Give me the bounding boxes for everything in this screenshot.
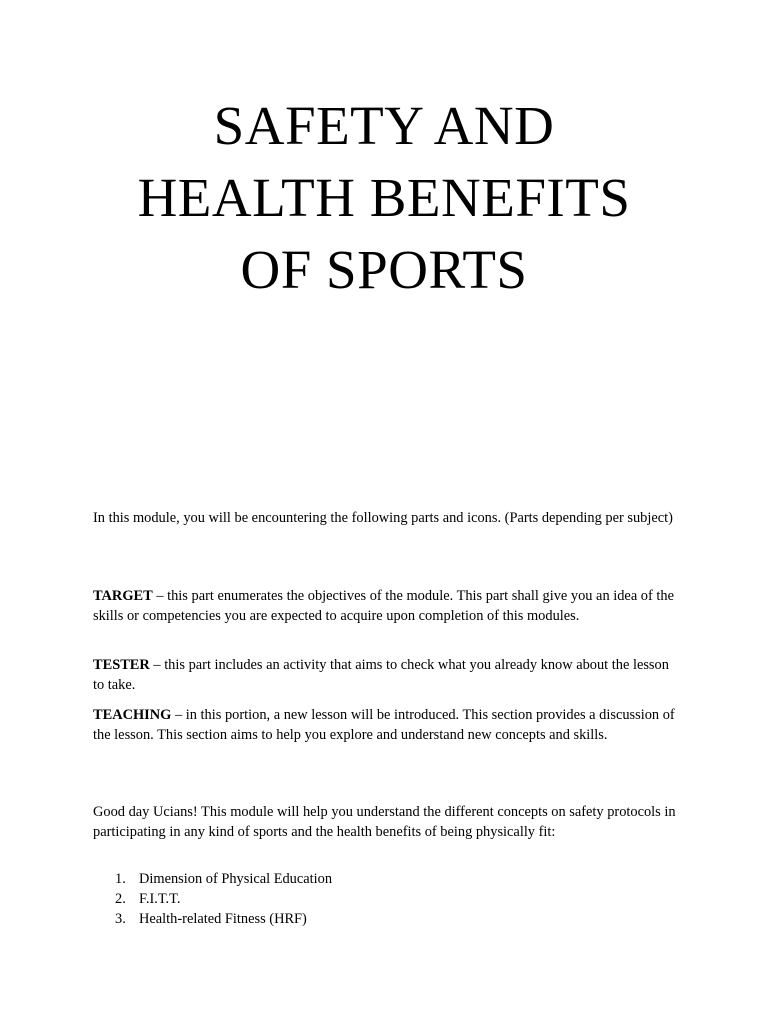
section-description: – in this portion, a new lesson will be introduced. This section provides a discussion of the lesson. This section aims to help you explore and understand new concepts and skills. xyxy=(93,707,675,743)
list-item-number: 3. xyxy=(115,911,126,927)
section-target xyxy=(93,586,683,626)
list-item xyxy=(93,909,332,929)
title-line-2: HEALTH BENEFITS xyxy=(137,167,631,228)
list-item-number: 1. xyxy=(115,871,126,887)
section-term: TEACHING xyxy=(93,707,172,723)
topic-list xyxy=(93,869,332,929)
title-line-1: SAFETY AND xyxy=(213,95,555,156)
list-item-text: Dimension of Physical Education xyxy=(139,871,333,887)
section-tester xyxy=(93,655,683,695)
list-item-text: Health-related Fitness (HRF) xyxy=(139,911,307,927)
list-item-number: 2. xyxy=(115,891,126,907)
greeting-paragraph: Good day Ucians! This module will help you understand the different concepts on safety protocols in participating in any kind of sports and the health benefits of being physically fit: xyxy=(93,804,676,840)
section-teaching xyxy=(93,705,683,745)
list-item xyxy=(93,869,332,889)
section-term: TARGET xyxy=(93,588,153,604)
section-term: TESTER xyxy=(93,657,150,673)
section-description: – this part includes an activity that aims to check what you already know about the lesson to take. xyxy=(93,657,669,693)
page-title xyxy=(0,90,768,306)
title-line-3: OF SPORTS xyxy=(240,239,528,300)
list-item-text: F.I.T.T. xyxy=(139,891,181,907)
list-item xyxy=(93,889,332,909)
section-description: – this part enumerates the objectives of the module. This part shall give you an idea of the skills or competencies you are expected to acquire upon completion of this modules. xyxy=(93,588,674,624)
intro-paragraph: In this module, you will be encountering the following parts and icons. (Parts depending per subject) xyxy=(93,510,673,526)
